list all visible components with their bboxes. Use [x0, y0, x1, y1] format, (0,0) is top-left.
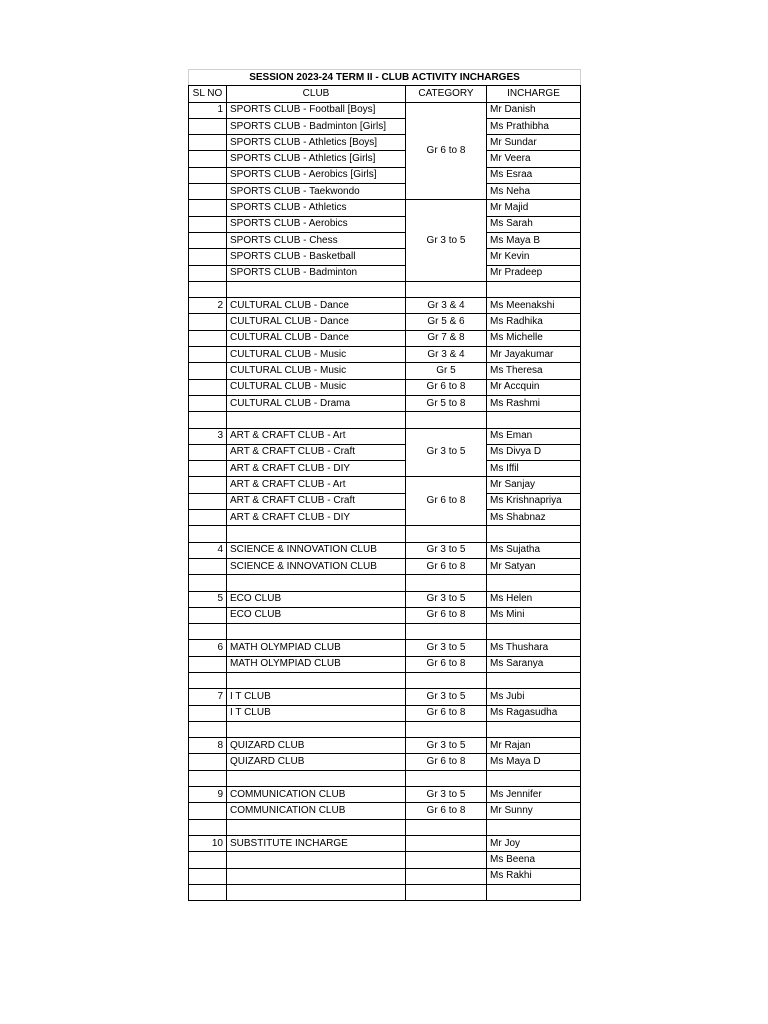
table-row: [189, 526, 581, 542]
sl-no-cell: [189, 852, 227, 868]
club-cell: I T CLUB: [227, 689, 406, 705]
club-cell: QUIZARD CLUB: [227, 738, 406, 754]
table-row: [189, 102, 581, 118]
table-row: [189, 249, 581, 265]
table-row: [189, 656, 581, 672]
table-row: [189, 884, 581, 900]
header-category: CATEGORY: [406, 86, 487, 102]
category-cell: Gr 6 to 8: [406, 558, 487, 574]
table-row: [189, 200, 581, 216]
incharge-cell: Mr Accquin: [487, 379, 581, 395]
club-cell: SUBSTITUTE INCHARGE: [227, 835, 406, 851]
club-cell: ART & CRAFT CLUB - DIY: [227, 461, 406, 477]
table-row: [189, 216, 581, 232]
club-cell: SPORTS CLUB - Chess: [227, 232, 406, 248]
table-row: [189, 493, 581, 509]
incharge-cell: Ms Eman: [487, 428, 581, 444]
table-row: [189, 640, 581, 656]
incharge-cell: Mr Sanjay: [487, 477, 581, 493]
category-cell: [406, 868, 487, 884]
sl-no-cell: [189, 819, 227, 835]
incharge-cell: [487, 526, 581, 542]
table-row: [189, 852, 581, 868]
table-row: [189, 412, 581, 428]
sl-no-cell: [189, 167, 227, 183]
table-row: [189, 232, 581, 248]
incharge-cell: [487, 412, 581, 428]
club-cell: [227, 281, 406, 297]
category-cell: Gr 6 to 8: [406, 754, 487, 770]
incharge-cell: Mr Joy: [487, 835, 581, 851]
category-cell: Gr 6 to 8: [406, 477, 487, 526]
club-cell: ART & CRAFT CLUB - Art: [227, 477, 406, 493]
club-cell: [227, 672, 406, 688]
table-row: [189, 510, 581, 526]
sl-no-cell: [189, 624, 227, 640]
sl-no-cell: [189, 184, 227, 200]
incharge-cell: [487, 281, 581, 297]
sl-no-cell: [189, 444, 227, 460]
table-row: [189, 689, 581, 705]
sl-no-cell: [189, 363, 227, 379]
sl-no-cell: 7: [189, 689, 227, 705]
sl-no-cell: 4: [189, 542, 227, 558]
category-cell: Gr 6 to 8: [406, 379, 487, 395]
category-cell: [406, 526, 487, 542]
category-cell: Gr 3 to 5: [406, 640, 487, 656]
incharge-cell: Mr Jayakumar: [487, 347, 581, 363]
incharge-cell: [487, 884, 581, 900]
sl-no-cell: [189, 656, 227, 672]
incharge-cell: Ms Saranya: [487, 656, 581, 672]
club-cell: ECO CLUB: [227, 591, 406, 607]
sl-no-cell: [189, 868, 227, 884]
category-cell: Gr 7 & 8: [406, 330, 487, 346]
table-row: [189, 330, 581, 346]
incharge-cell: Ms Jubi: [487, 689, 581, 705]
sl-no-cell: [189, 607, 227, 623]
club-cell: [227, 819, 406, 835]
table-row: [189, 118, 581, 134]
header-club: CLUB: [227, 86, 406, 102]
sl-no-cell: [189, 379, 227, 395]
sl-no-cell: [189, 135, 227, 151]
club-cell: SCIENCE & INNOVATION CLUB: [227, 558, 406, 574]
category-cell: Gr 5 & 6: [406, 314, 487, 330]
table-row: [189, 787, 581, 803]
sl-no-cell: [189, 281, 227, 297]
category-cell: Gr 3 to 5: [406, 787, 487, 803]
club-cell: [227, 721, 406, 737]
sl-no-cell: 1: [189, 102, 227, 118]
sl-no-cell: [189, 770, 227, 786]
incharge-cell: Ms Meenakshi: [487, 298, 581, 314]
club-cell: CULTURAL CLUB - Dance: [227, 314, 406, 330]
table-row: [189, 167, 581, 183]
club-incharges-sheet: [188, 69, 581, 901]
category-cell: Gr 6 to 8: [406, 705, 487, 721]
category-cell: Gr 3 & 4: [406, 298, 487, 314]
incharge-cell: Mr Pradeep: [487, 265, 581, 281]
incharge-cell: Ms Rakhi: [487, 868, 581, 884]
category-cell: [406, 852, 487, 868]
club-cell: ECO CLUB: [227, 607, 406, 623]
incharge-cell: Ms Radhika: [487, 314, 581, 330]
sl-no-cell: 5: [189, 591, 227, 607]
sl-no-cell: [189, 477, 227, 493]
sl-no-cell: [189, 705, 227, 721]
sl-no-cell: [189, 232, 227, 248]
incharge-cell: Ms Neha: [487, 184, 581, 200]
club-cell: SPORTS CLUB - Badminton: [227, 265, 406, 281]
club-cell: SPORTS CLUB - Aerobics: [227, 216, 406, 232]
category-cell: Gr 3 to 5: [406, 542, 487, 558]
incharge-cell: [487, 575, 581, 591]
incharge-cell: Ms Rashmi: [487, 395, 581, 411]
sl-no-cell: 8: [189, 738, 227, 754]
incharge-cell: Ms Mini: [487, 607, 581, 623]
incharge-cell: Ms Ragasudha: [487, 705, 581, 721]
table-row: [189, 721, 581, 737]
club-cell: [227, 868, 406, 884]
club-cell: [227, 624, 406, 640]
table-row: [189, 575, 581, 591]
club-cell: SPORTS CLUB - Athletics: [227, 200, 406, 216]
club-cell: [227, 884, 406, 900]
club-cell: CULTURAL CLUB - Music: [227, 347, 406, 363]
category-cell: [406, 884, 487, 900]
sl-no-cell: [189, 249, 227, 265]
incharge-cell: [487, 770, 581, 786]
club-cell: [227, 852, 406, 868]
club-cell: CULTURAL CLUB - Music: [227, 379, 406, 395]
sl-no-cell: [189, 754, 227, 770]
club-cell: [227, 770, 406, 786]
incharge-cell: Ms Divya D: [487, 444, 581, 460]
incharge-cell: Ms Shabnaz: [487, 510, 581, 526]
club-cell: [227, 526, 406, 542]
sl-no-cell: [189, 216, 227, 232]
sl-no-cell: [189, 151, 227, 167]
sl-no-cell: [189, 118, 227, 134]
sl-no-cell: [189, 575, 227, 591]
incharge-cell: Ms Krishnapriya: [487, 493, 581, 509]
table-row: [189, 135, 581, 151]
table-row: [189, 705, 581, 721]
category-cell: [406, 412, 487, 428]
table-row: [189, 151, 581, 167]
sl-no-cell: [189, 493, 227, 509]
table-row: [189, 558, 581, 574]
category-cell: Gr 6 to 8: [406, 656, 487, 672]
table-row: [189, 428, 581, 444]
club-cell: SPORTS CLUB - Athletics [Girls]: [227, 151, 406, 167]
category-cell: [406, 721, 487, 737]
incharge-cell: Ms Theresa: [487, 363, 581, 379]
sl-no-cell: [189, 558, 227, 574]
table-row: [189, 591, 581, 607]
club-cell: CULTURAL CLUB - Drama: [227, 395, 406, 411]
category-cell: [406, 624, 487, 640]
club-incharges-table: [188, 69, 581, 901]
table-row: [189, 542, 581, 558]
category-cell: Gr 3 to 5: [406, 738, 487, 754]
table-row: [189, 281, 581, 297]
club-cell: I T CLUB: [227, 705, 406, 721]
table-row: [189, 738, 581, 754]
club-cell: ART & CRAFT CLUB - Art: [227, 428, 406, 444]
table-row: [189, 265, 581, 281]
sl-no-cell: [189, 395, 227, 411]
club-cell: SCIENCE & INNOVATION CLUB: [227, 542, 406, 558]
category-cell: Gr 6 to 8: [406, 803, 487, 819]
category-cell: [406, 281, 487, 297]
category-cell: Gr 3 to 5: [406, 591, 487, 607]
sl-no-cell: [189, 803, 227, 819]
club-cell: CULTURAL CLUB - Dance: [227, 298, 406, 314]
incharge-cell: Ms Maya B: [487, 232, 581, 248]
incharge-cell: Mr Sunny: [487, 803, 581, 819]
club-cell: SPORTS CLUB - Aerobics [Girls]: [227, 167, 406, 183]
incharge-cell: Ms Michelle: [487, 330, 581, 346]
incharge-cell: Mr Veera: [487, 151, 581, 167]
incharge-cell: Mr Danish: [487, 102, 581, 118]
club-cell: SPORTS CLUB - Taekwondo: [227, 184, 406, 200]
club-cell: ART & CRAFT CLUB - Craft: [227, 444, 406, 460]
club-cell: SPORTS CLUB - Athletics [Boys]: [227, 135, 406, 151]
category-cell: [406, 672, 487, 688]
sl-no-cell: [189, 526, 227, 542]
table-row: [189, 347, 581, 363]
club-cell: SPORTS CLUB - Football [Boys]: [227, 102, 406, 118]
sl-no-cell: [189, 884, 227, 900]
incharge-cell: Ms Esraa: [487, 167, 581, 183]
incharge-cell: Ms Prathibha: [487, 118, 581, 134]
sl-no-cell: 9: [189, 787, 227, 803]
sl-no-cell: [189, 314, 227, 330]
table-row: [189, 298, 581, 314]
table-row: [189, 444, 581, 460]
table-row: [189, 624, 581, 640]
category-cell: Gr 3 to 5: [406, 689, 487, 705]
incharge-cell: Mr Sundar: [487, 135, 581, 151]
category-cell: Gr 3 to 5: [406, 200, 487, 281]
incharge-cell: [487, 624, 581, 640]
incharge-cell: Ms Iffil: [487, 461, 581, 477]
sl-no-cell: [189, 412, 227, 428]
incharge-cell: Ms Thushara: [487, 640, 581, 656]
sl-no-cell: [189, 672, 227, 688]
club-cell: COMMUNICATION CLUB: [227, 803, 406, 819]
category-cell: Gr 6 to 8: [406, 607, 487, 623]
incharge-cell: [487, 819, 581, 835]
incharge-cell: Ms Jennifer: [487, 787, 581, 803]
incharge-cell: Ms Helen: [487, 591, 581, 607]
incharge-cell: [487, 721, 581, 737]
sheet-title: SESSION 2023-24 TERM II - CLUB ACTIVITY INCHARGES: [189, 70, 581, 86]
sl-no-cell: 3: [189, 428, 227, 444]
category-cell: [406, 770, 487, 786]
sl-no-cell: [189, 721, 227, 737]
incharge-cell: Mr Satyan: [487, 558, 581, 574]
sl-no-cell: [189, 200, 227, 216]
table-row: [189, 835, 581, 851]
club-cell: ART & CRAFT CLUB - Craft: [227, 493, 406, 509]
sl-no-cell: [189, 265, 227, 281]
header-row: [189, 86, 581, 102]
title-row: [189, 70, 581, 86]
sl-no-cell: [189, 510, 227, 526]
category-cell: Gr 3 & 4: [406, 347, 487, 363]
header-sl-no: SL NO: [189, 86, 227, 102]
incharge-cell: Ms Beena: [487, 852, 581, 868]
table-row: [189, 379, 581, 395]
category-cell: Gr 6 to 8: [406, 102, 487, 200]
club-cell: [227, 412, 406, 428]
table-row: [189, 477, 581, 493]
club-cell: SPORTS CLUB - Badminton [Girls]: [227, 118, 406, 134]
table-row: [189, 461, 581, 477]
club-cell: QUIZARD CLUB: [227, 754, 406, 770]
club-cell: MATH OLYMPIAD CLUB: [227, 656, 406, 672]
category-cell: Gr 5 to 8: [406, 395, 487, 411]
sl-no-cell: [189, 330, 227, 346]
table-row: [189, 803, 581, 819]
club-cell: MATH OLYMPIAD CLUB: [227, 640, 406, 656]
table-row: [189, 184, 581, 200]
incharge-cell: [487, 672, 581, 688]
incharge-cell: Ms Sujatha: [487, 542, 581, 558]
table-row: [189, 754, 581, 770]
table-row: [189, 819, 581, 835]
club-cell: ART & CRAFT CLUB - DIY: [227, 510, 406, 526]
header-incharge: INCHARGE: [487, 86, 581, 102]
sl-no-cell: [189, 347, 227, 363]
table-row: [189, 395, 581, 411]
club-cell: [227, 575, 406, 591]
table-row: [189, 607, 581, 623]
category-cell: Gr 5: [406, 363, 487, 379]
incharge-cell: Mr Majid: [487, 200, 581, 216]
sl-no-cell: 10: [189, 835, 227, 851]
table-row: [189, 672, 581, 688]
sl-no-cell: 2: [189, 298, 227, 314]
table-row: [189, 314, 581, 330]
incharge-cell: Mr Rajan: [487, 738, 581, 754]
sl-no-cell: 6: [189, 640, 227, 656]
category-cell: [406, 835, 487, 851]
category-cell: [406, 575, 487, 591]
club-cell: COMMUNICATION CLUB: [227, 787, 406, 803]
table-row: [189, 868, 581, 884]
incharge-cell: Mr Kevin: [487, 249, 581, 265]
table-row: [189, 770, 581, 786]
club-cell: CULTURAL CLUB - Dance: [227, 330, 406, 346]
category-cell: [406, 819, 487, 835]
incharge-cell: Ms Sarah: [487, 216, 581, 232]
table-row: [189, 363, 581, 379]
sl-no-cell: [189, 461, 227, 477]
incharge-cell: Ms Maya D: [487, 754, 581, 770]
category-cell: Gr 3 to 5: [406, 428, 487, 477]
club-cell: CULTURAL CLUB - Music: [227, 363, 406, 379]
club-cell: SPORTS CLUB - Basketball: [227, 249, 406, 265]
